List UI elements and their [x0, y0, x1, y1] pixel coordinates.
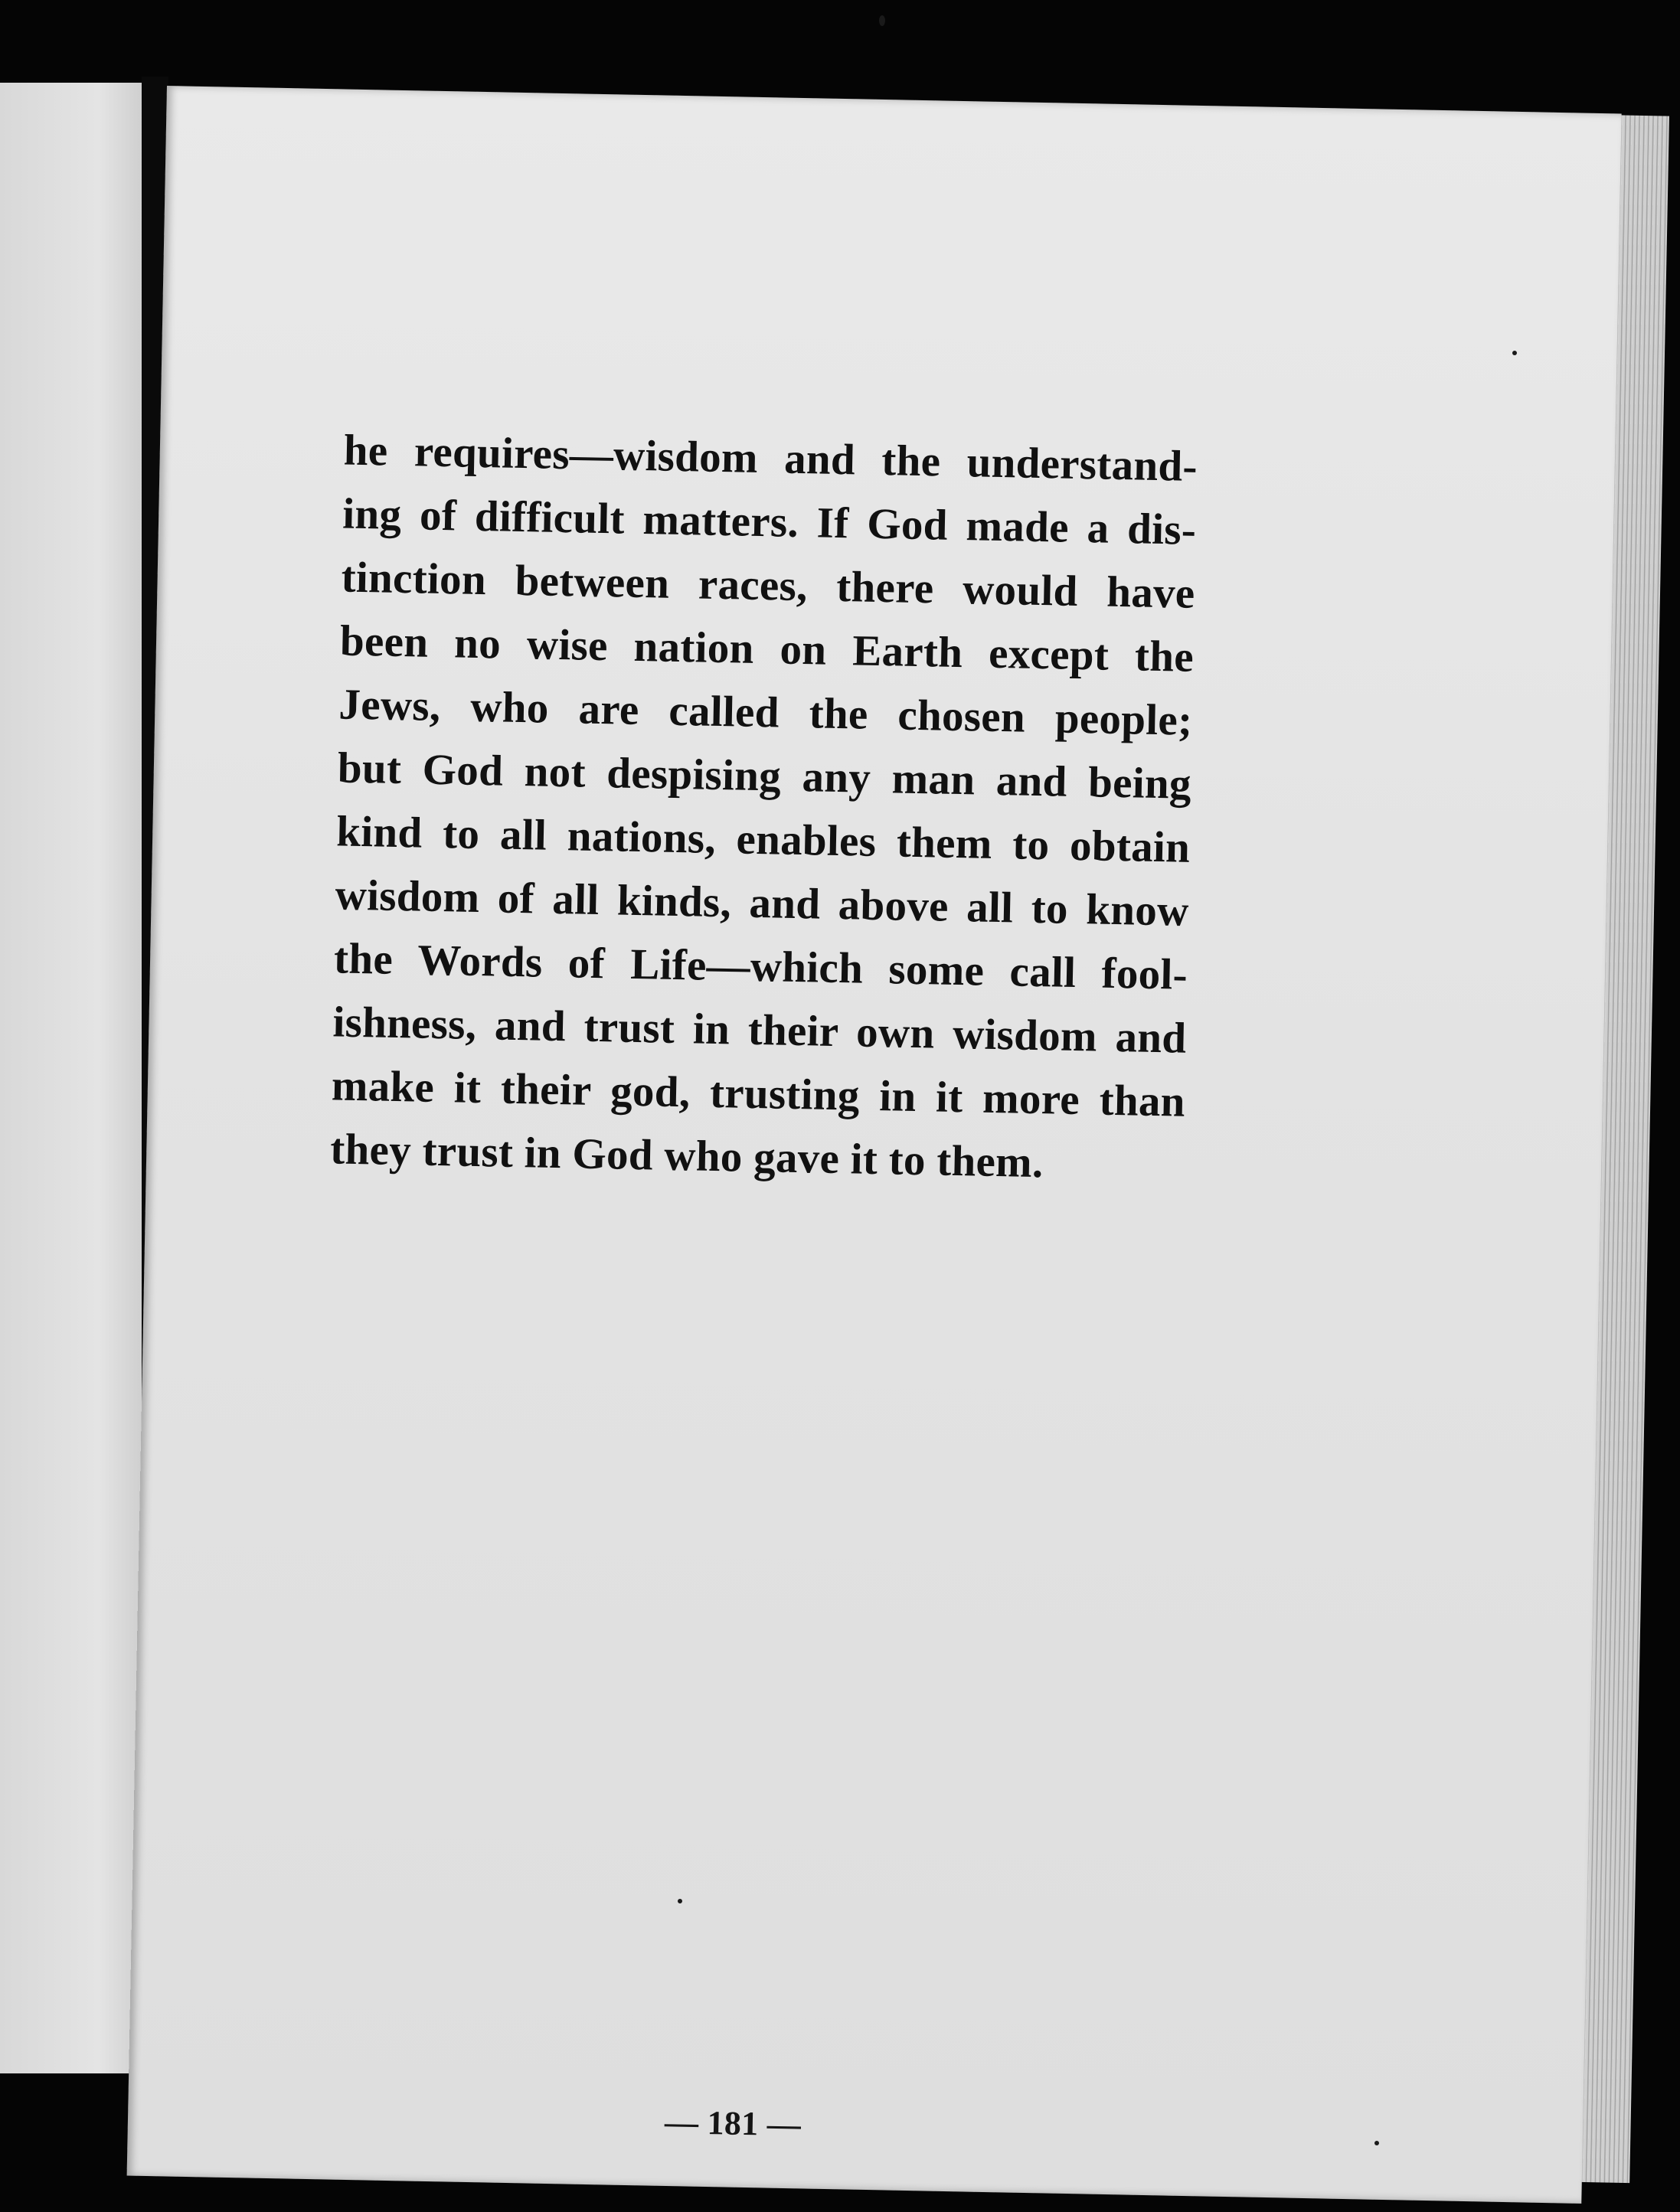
scan-speck — [879, 15, 885, 26]
text-line: kind to all nations, enables them to obtain — [335, 807, 1191, 872]
text-line: but God not despising any man and being — [337, 743, 1192, 809]
text-line: the Words of Life—which some call fool- — [333, 934, 1188, 999]
body-text — [329, 419, 1198, 2144]
text-line: they trust in God who gave it to them. — [329, 1125, 1044, 1188]
book-page — [127, 86, 1622, 2204]
scan-speck — [678, 1899, 682, 1903]
scan-speck — [1374, 2141, 1379, 2145]
page-number: — 181 — — [664, 2103, 802, 2144]
text-line: tinction between races, there would have — [341, 553, 1196, 618]
text-line: make it their god, trusting in it more than — [331, 1061, 1186, 1126]
text-line: ishness, and trust in their own wisdom and — [332, 998, 1187, 1063]
text-line: Jews, who are called the chosen people; — [338, 680, 1193, 745]
left-page — [0, 83, 142, 2073]
text-line: wisdom of all kinds, and above all to know — [335, 871, 1190, 936]
text-line: ing of difficult matters. If God made a dis- — [342, 489, 1197, 554]
text-line: he requires—wisdom and the understand- — [343, 426, 1198, 491]
text-line: been no wise nation on Earth except the — [339, 616, 1195, 681]
scan-speck — [1512, 351, 1517, 355]
